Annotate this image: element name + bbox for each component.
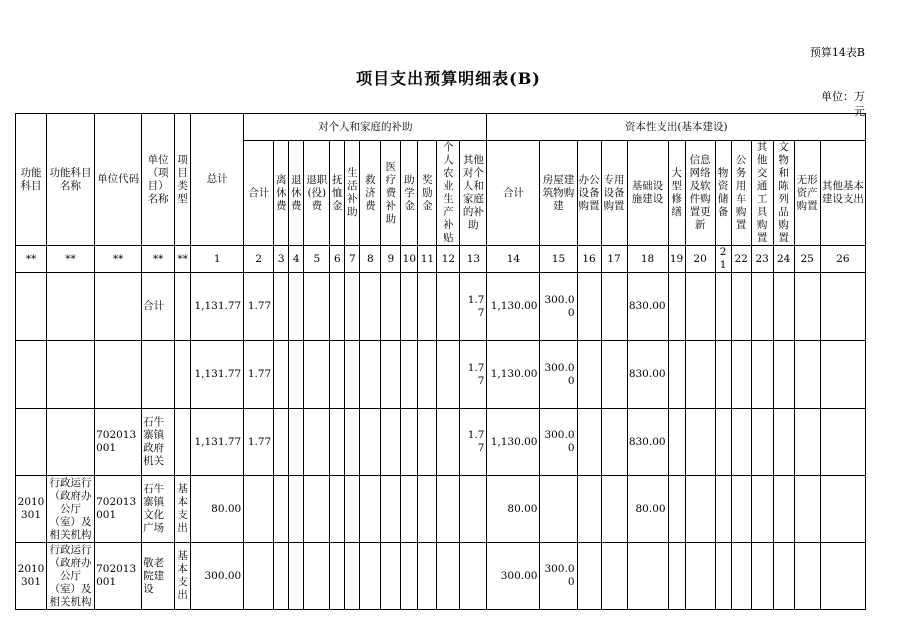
cell-p-retire2 (289, 543, 304, 610)
cell-p-medical (381, 341, 401, 409)
cell-unit-name: 合计 (142, 273, 175, 341)
table-row (16, 476, 866, 543)
cell-p-study (401, 273, 418, 341)
col-c-special: 专用设备购置 (601, 141, 627, 246)
cell-c-infra: 830.00 (627, 341, 668, 409)
table-row (16, 273, 866, 341)
cell-p-award (418, 543, 437, 610)
cell-c-cultural (773, 543, 794, 610)
cell-c-intangible (794, 543, 820, 610)
col-p-other: 其他对个人和家庭的补助 (460, 141, 487, 246)
col-c-reserve: 物资储备 (715, 141, 731, 246)
cell-c-car (731, 543, 751, 610)
cell-c-car (731, 273, 751, 341)
cell-c-house: 300.00 (540, 409, 577, 476)
cell-c-other (820, 543, 865, 610)
col-p-farm: 个人农业生产补贴 (437, 141, 460, 246)
index-cell: 17 (601, 246, 627, 273)
unit-label: 单位：万 (821, 90, 865, 103)
cell-c-house (540, 476, 577, 543)
index-cell: 8 (360, 246, 381, 273)
index-cell: 22 (731, 246, 751, 273)
cell-c-reserve (715, 543, 731, 610)
index-cell: 12 (437, 246, 460, 273)
cell-c-transport (751, 409, 773, 476)
index-cell: 7 (345, 246, 360, 273)
cell-unit-name: 石牛寨镇政府机关 (142, 409, 175, 476)
cell-p-farm (437, 476, 460, 543)
col-p-medical: 医疗费补助 (381, 141, 401, 246)
cell-p-retire2 (289, 409, 304, 476)
cell-p-study (401, 476, 418, 543)
cell-proj-type (175, 409, 191, 476)
table-row (16, 341, 866, 409)
cell-p-medical (381, 476, 401, 543)
cell-c-special (601, 543, 627, 610)
cell-c-intangible (794, 341, 820, 409)
index-cell: 11 (418, 246, 437, 273)
cell-c-car (731, 476, 751, 543)
col-c-total: 合计 (487, 141, 540, 246)
index-cell: ** (47, 246, 95, 273)
cell-func-code: 2010301 (16, 476, 47, 543)
cell-c-house: 300.00 (540, 341, 577, 409)
index-cell: 9 (381, 246, 401, 273)
index-cell: ** (16, 246, 47, 273)
cell-c-total: 1,130.00 (487, 273, 540, 341)
cell-c-total: 1,130.00 (487, 341, 540, 409)
cell-unit-code (95, 273, 142, 341)
cell-c-infra (627, 543, 668, 610)
cell-p-retire1 (274, 341, 289, 409)
cell-p-other (460, 543, 487, 610)
cell-p-farm (437, 341, 460, 409)
cell-p-award (418, 409, 437, 476)
cell-p-medical (381, 409, 401, 476)
cell-p-award (418, 341, 437, 409)
cell-c-car (731, 341, 751, 409)
cell-c-intangible (794, 273, 820, 341)
col-unit-name: 单位（项目）名称 (142, 114, 175, 246)
cell-c-special (601, 341, 627, 409)
cell-c-info (685, 476, 715, 543)
form-number: 预算14表B (809, 46, 865, 59)
col-unit-code: 单位代码 (95, 114, 142, 246)
cell-p-total: 1.77 (244, 341, 274, 409)
cell-c-info (685, 341, 715, 409)
cell-p-farm (437, 543, 460, 610)
cell-c-info (685, 543, 715, 610)
cell-p-retire1 (274, 273, 289, 341)
index-cell: 21 (715, 246, 731, 273)
cell-p-total (244, 476, 274, 543)
index-cell: ** (175, 246, 191, 273)
cell-p-medical (381, 543, 401, 610)
col-c-repair: 大型修缮 (668, 141, 685, 246)
cell-c-reserve (715, 273, 731, 341)
cell-func-name: 行政运行（政府办公厅（室）及相关机构 (47, 476, 95, 543)
col-c-office: 办公设备购置 (577, 141, 601, 246)
index-cell: 20 (685, 246, 715, 273)
cell-p-other (460, 476, 487, 543)
index-cell: ** (142, 246, 175, 273)
col-p-relief: 救济费 (360, 141, 381, 246)
col-p-award: 奖励金 (418, 141, 437, 246)
cell-c-reserve (715, 341, 731, 409)
cell-p-retire2 (289, 476, 304, 543)
cell-p-relief (360, 476, 381, 543)
cell-unit-code: 702013001 (95, 409, 142, 476)
cell-proj-type (175, 341, 191, 409)
group-capital: 资本性支出(基本建设) (487, 114, 866, 141)
cell-p-medical (381, 273, 401, 341)
cell-func-code: 2010301 (16, 543, 47, 610)
cell-p-living (345, 273, 360, 341)
cell-c-office (577, 476, 601, 543)
cell-func-name (47, 409, 95, 476)
cell-p-resign (304, 476, 330, 543)
cell-p-other: 1.77 (460, 409, 487, 476)
cell-p-living (345, 409, 360, 476)
cell-proj-type: 基本支出 (175, 543, 191, 610)
cell-c-special (601, 476, 627, 543)
cell-c-cultural (773, 273, 794, 341)
table-body (16, 273, 866, 610)
cell-p-pension (330, 409, 345, 476)
cell-func-name (47, 273, 95, 341)
cell-c-transport (751, 341, 773, 409)
cell-c-infra: 80.00 (627, 476, 668, 543)
cell-c-repair (668, 476, 685, 543)
cell-c-cultural (773, 409, 794, 476)
col-proj-type: 项目类型 (175, 114, 191, 246)
unit-label-cont: 元 (854, 105, 865, 118)
index-cell: 16 (577, 246, 601, 273)
cell-p-study (401, 341, 418, 409)
cell-proj-type (175, 273, 191, 341)
cell-func-code (16, 409, 47, 476)
cell-unit-name (142, 341, 175, 409)
cell-c-office (577, 273, 601, 341)
cell-c-infra: 830.00 (627, 409, 668, 476)
index-cell: 2 (244, 246, 274, 273)
cell-unit-code: 702013001 (95, 543, 142, 610)
cell-p-retire1 (274, 543, 289, 610)
col-p-living: 生活补助 (345, 141, 360, 246)
index-cell: 10 (401, 246, 418, 273)
index-cell: 14 (487, 246, 540, 273)
cell-func-code (16, 273, 47, 341)
col-p-retire2: 退休费 (289, 141, 304, 246)
cell-c-house: 300.00 (540, 273, 577, 341)
index-cell: 26 (820, 246, 865, 273)
index-cell: 25 (794, 246, 820, 273)
cell-c-other (820, 341, 865, 409)
cell-p-relief (360, 273, 381, 341)
cell-total: 80.00 (191, 476, 244, 543)
cell-c-special (601, 273, 627, 341)
cell-c-intangible (794, 409, 820, 476)
cell-proj-type: 基本支出 (175, 476, 191, 543)
index-cell: 18 (627, 246, 668, 273)
cell-c-cultural (773, 476, 794, 543)
col-c-info: 信息网络及软件购置更新 (685, 141, 715, 246)
index-cell: 24 (773, 246, 794, 273)
index-cell: 6 (330, 246, 345, 273)
cell-p-retire2 (289, 273, 304, 341)
cell-c-cultural (773, 341, 794, 409)
index-cell: 15 (540, 246, 577, 273)
cell-c-office (577, 341, 601, 409)
cell-p-farm (437, 409, 460, 476)
cell-total: 1,131.77 (191, 341, 244, 409)
header-row-group (16, 114, 866, 141)
cell-c-repair (668, 341, 685, 409)
col-p-study: 助学金 (401, 141, 418, 246)
cell-c-reserve (715, 476, 731, 543)
cell-p-total (244, 543, 274, 610)
cell-p-farm (437, 273, 460, 341)
cell-p-other: 1.77 (460, 273, 487, 341)
col-c-cultural: 文物和陈列品购置 (773, 141, 794, 246)
cell-p-relief (360, 543, 381, 610)
cell-c-other (820, 409, 865, 476)
cell-p-retire1 (274, 476, 289, 543)
cell-p-study (401, 409, 418, 476)
col-p-pension: 抚恤金 (330, 141, 345, 246)
cell-p-living (345, 341, 360, 409)
cell-p-relief (360, 341, 381, 409)
cell-p-retire2 (289, 341, 304, 409)
cell-func-code (16, 341, 47, 409)
col-total: 总计 (191, 114, 244, 246)
cell-c-total: 1,130.00 (487, 409, 540, 476)
cell-c-repair (668, 273, 685, 341)
cell-unit-code: 702013001 (95, 476, 142, 543)
cell-c-car (731, 409, 751, 476)
cell-c-total: 300.00 (487, 543, 540, 610)
cell-p-total: 1.77 (244, 273, 274, 341)
index-cell: 13 (460, 246, 487, 273)
col-c-house: 房屋建筑物购建 (540, 141, 577, 246)
cell-p-living (345, 476, 360, 543)
index-row (16, 246, 866, 273)
cell-p-total: 1.77 (244, 409, 274, 476)
col-c-car: 公务用车购置 (731, 141, 751, 246)
cell-p-pension (330, 476, 345, 543)
index-cell: 4 (289, 246, 304, 273)
cell-c-repair (668, 409, 685, 476)
col-c-infra: 基础设施建设 (627, 141, 668, 246)
col-func-code: 功能科目 (16, 114, 47, 246)
cell-c-house: 300.00 (540, 543, 577, 610)
index-cell: 3 (274, 246, 289, 273)
cell-p-other: 1.77 (460, 341, 487, 409)
cell-p-award (418, 476, 437, 543)
col-p-total: 合计 (244, 141, 274, 246)
col-c-intangible: 无形资产购置 (794, 141, 820, 246)
cell-total: 1,131.77 (191, 273, 244, 341)
cell-c-info (685, 409, 715, 476)
group-personal: 对个人和家庭的补助 (244, 114, 487, 141)
cell-c-office (577, 543, 601, 610)
cell-p-study (401, 543, 418, 610)
cell-unit-code (95, 341, 142, 409)
cell-c-reserve (715, 409, 731, 476)
cell-p-pension (330, 543, 345, 610)
cell-c-infra: 830.00 (627, 273, 668, 341)
cell-c-transport (751, 476, 773, 543)
index-cell: ** (95, 246, 142, 273)
cell-c-repair (668, 543, 685, 610)
cell-c-special (601, 409, 627, 476)
cell-c-office (577, 409, 601, 476)
cell-func-name (47, 341, 95, 409)
col-func-name: 功能科目名称 (47, 114, 95, 246)
cell-total: 300.00 (191, 543, 244, 610)
cell-c-transport (751, 543, 773, 610)
cell-p-living (345, 543, 360, 610)
cell-c-info (685, 273, 715, 341)
budget-table (15, 113, 866, 610)
cell-p-pension (330, 273, 345, 341)
col-c-other: 其他基本建设支出 (820, 141, 865, 246)
col-c-transport: 其他交通工具购置 (751, 141, 773, 246)
cell-c-other (820, 273, 865, 341)
cell-p-retire1 (274, 409, 289, 476)
cell-c-other (820, 476, 865, 543)
page-title: 项目支出预算明细表(B) (356, 69, 541, 88)
cell-c-transport (751, 273, 773, 341)
cell-p-resign (304, 273, 330, 341)
cell-c-total: 80.00 (487, 476, 540, 543)
table-row (16, 409, 866, 476)
cell-func-name: 行政运行（政府办公厅（室）及相关机构 (47, 543, 95, 610)
cell-total: 1,131.77 (191, 409, 244, 476)
cell-p-resign (304, 543, 330, 610)
cell-p-resign (304, 341, 330, 409)
index-cell: 19 (668, 246, 685, 273)
col-p-resign: 退职(役)费 (304, 141, 330, 246)
cell-unit-name: 石牛寨镇文化广场 (142, 476, 175, 543)
index-cell: 23 (751, 246, 773, 273)
cell-p-award (418, 273, 437, 341)
cell-p-relief (360, 409, 381, 476)
col-p-retire1: 离休费 (274, 141, 289, 246)
cell-c-intangible (794, 476, 820, 543)
table-row (16, 543, 866, 610)
index-cell: 5 (304, 246, 330, 273)
cell-p-pension (330, 341, 345, 409)
index-cell: 1 (191, 246, 244, 273)
cell-unit-name: 敬老院建设 (142, 543, 175, 610)
cell-p-resign (304, 409, 330, 476)
